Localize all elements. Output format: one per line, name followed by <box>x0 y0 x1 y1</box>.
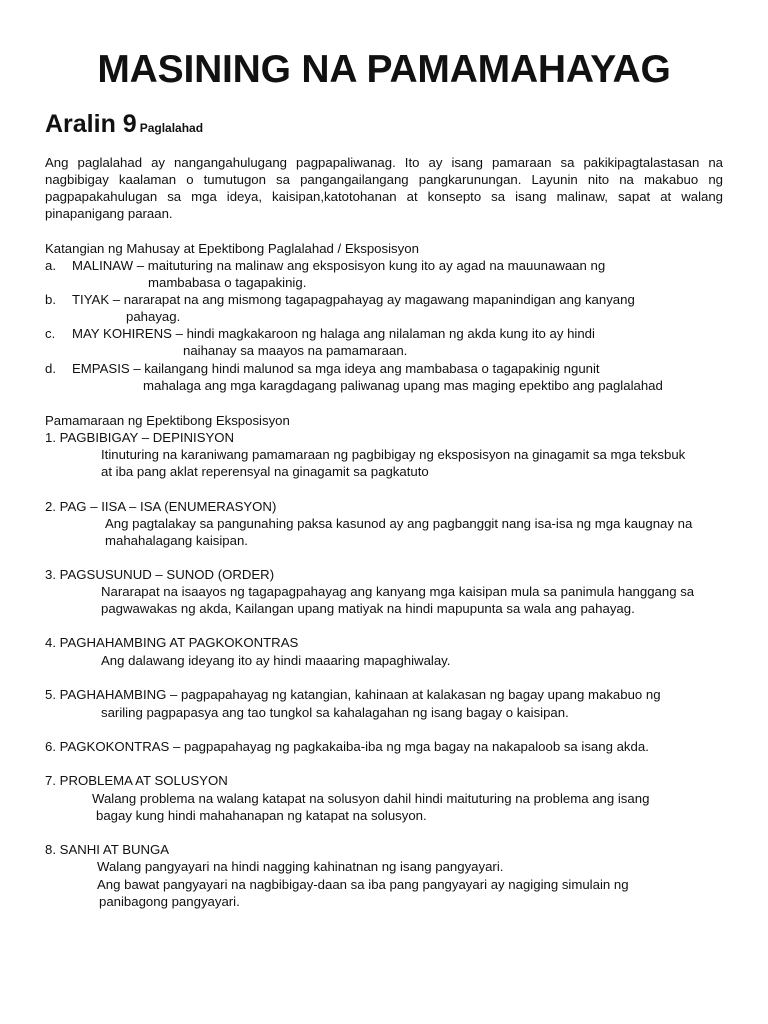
section-1-heading: 1. PAGBIBIGAY – DEPINISYON <box>45 430 235 445</box>
item-letter: c. <box>45 326 56 341</box>
intro-paragraph: Ang paglalahad ay nangangahulugang pagpapaliwanag. Ito ay isang pamaraan sa pakikipagtalastasan na nagbibigay kaalaman o tumutugon sa pangangailangang pangkarunungan. Layunin nito na makabuo ng pagpapakahulugan sa mga ideya, kaisipan,katotohanan at konsepto sa isang malinaw, sapat at walang pinapanigang paraan. <box>45 155 723 221</box>
katangian-item-d-cont: mahalaga ang mga karagdagang paliwanag upang mas maging epektibo ang paglalahad <box>143 378 663 393</box>
document-title: MASINING NA PAMAMAHAYAG <box>97 48 671 91</box>
katangian-item-d <box>45 360 600 377</box>
item-text: MAY KOHIRENS – hindi magkakaroon ng halaga ang nilalaman ng akda kung ito ay hindi <box>72 326 595 341</box>
item-letter: b. <box>45 292 56 307</box>
section-5-line: sariling pagpapasya ang tao tungkol sa kahalagahan ng isang bagay o kaisipan. <box>101 705 569 720</box>
section-8-line: panibagong pangyayari. <box>99 894 240 909</box>
section-4-heading: 4. PAGHAHAMBING AT PAGKOKONTRAS <box>45 635 299 650</box>
lesson-subtitle: Paglalahad <box>139 121 204 135</box>
katangian-item-a <box>45 257 605 274</box>
katangian-item-a-cont: mambabasa o tagapakinig. <box>148 275 307 290</box>
section-7-line: Walang problema na walang katapat na solusyon dahil hindi maituturing na problema ang isang <box>92 791 650 806</box>
section-4-line: Ang dalawang ideyang ito ay hindi maaaring mapaghiwalay. <box>101 653 451 668</box>
lesson-label: Aralin 9 <box>45 110 137 138</box>
section-3-heading: 3. PAGSUSUNUD – SUNOD (ORDER) <box>45 567 275 582</box>
katangian-heading: Katangian ng Mahusay at Epektibong Paglalahad / Eksposisyon <box>45 241 419 256</box>
pamamaraan-heading: Pamamaraan ng Epektibong Eksposisyon <box>45 413 290 428</box>
item-text: MALINAW – maituturing na malinaw ang eksposisyon kung ito ay agad na mauunawaan ng <box>72 258 606 273</box>
item-letter: a. <box>45 258 56 273</box>
item-letter: d. <box>45 361 56 376</box>
section-8-heading: 8. SANHI AT BUNGA <box>45 842 170 857</box>
katangian-item-c <box>45 325 595 342</box>
section-7-heading: 7. PROBLEMA AT SOLUSYON <box>45 773 228 788</box>
section-7-line: bagay kung hindi mahahanapan ng katapat na solusyon. <box>96 808 427 823</box>
item-text: TIYAK – nararapat na ang mismong tagapagpahayag ay magawang mapanindigan ang kanyang <box>72 292 635 307</box>
section-6-heading: 6. PAGKOKONTRAS – pagpapahayag ng pagkakaiba-iba ng mga bagay na nakapaloob sa isang akda. <box>45 739 649 754</box>
lesson-heading <box>45 110 203 139</box>
section-3-line: pagwawakas ng akda, Kailangan upang matiyak na hindi mapupunta sa wala ang pahayag. <box>101 601 635 616</box>
section-8-line: Walang pangyayari na hindi nagging kahinatnan ng isang pangyayari. <box>97 859 504 874</box>
section-1-line: at iba pang aklat reperensyal na ginagamit sa pagkatuto <box>101 464 429 479</box>
section-8-line: Ang bawat pangyayari na nagbibigay-daan sa iba pang pangyayari ay nagiging simulain ng <box>97 877 629 892</box>
item-text: EMPASIS – kailangang hindi malunod sa mga ideya ang mambabasa o tagapakinig ngunit <box>72 361 600 376</box>
section-5-heading: 5. PAGHAHAMBING – pagpapahayag ng katangian, kahinaan at kalakasan ng bagay upang makabuo ng <box>45 687 661 702</box>
katangian-item-b <box>45 291 635 308</box>
section-2-line: mahahalagang kaisipan. <box>105 533 248 548</box>
katangian-item-c-cont: naihanay sa maayos na pamamaraan. <box>183 343 408 358</box>
katangian-item-b-cont: pahayag. <box>126 309 181 324</box>
section-2-heading: 2. PAG – IISA – ISA (ENUMERASYON) <box>45 499 277 514</box>
section-2-line: Ang pagtalakay sa pangunahing paksa kasunod ay ang pagbanggit nang isa-isa ng mga kaugnay na <box>105 516 693 531</box>
section-3-line: Nararapat na isaayos ng tagapagpahayag ang kanyang mga kaisipan mula sa panimula hanggang sa <box>101 584 695 599</box>
section-1-line: Itinuturing na karaniwang pamamaraan ng pagbibigay ng eksposisyon na ginagamit sa mga teksbuk <box>101 447 686 462</box>
